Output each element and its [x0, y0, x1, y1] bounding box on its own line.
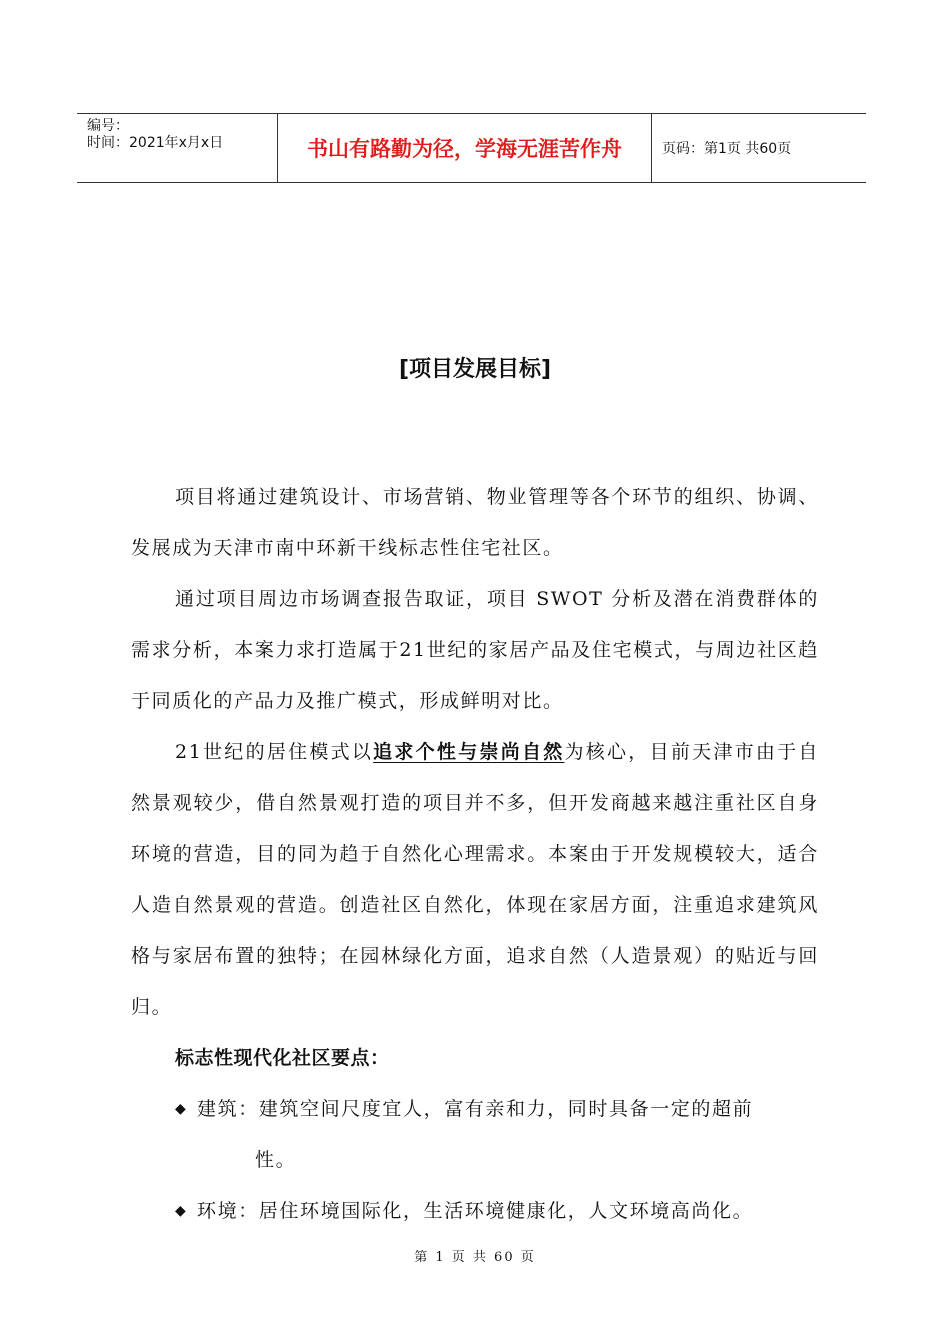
highlighted-phrase: 追求个性与崇尚自然 — [373, 741, 565, 763]
header-meta — [77, 114, 278, 182]
bullet-item-architecture — [131, 1084, 819, 1186]
header-motto: 书山有路勤为径，学海无涯苦作舟 — [278, 114, 652, 182]
bullet-text-continuation: 性。 — [255, 1149, 297, 1171]
bullet-text: 环境：居住环境国际化，生活环境健康化，人文环境高尚化。 — [197, 1200, 754, 1222]
bullet-text: 建筑：建筑空间尺度宜人，富有亲和力，同时具备一定的超前 — [197, 1098, 754, 1120]
document-header — [77, 113, 866, 183]
page-title: [项目发展目标] — [398, 357, 552, 382]
paragraph-3-start: 21世纪的居住模式以 — [175, 741, 374, 763]
paragraph-2: 通过项目周边市场调查报告取证，项目 SWOT 分析及潜在消费群体的需求分析，本案力求打造属于21世纪的家居产品及住宅模式，与周边社区趋于同质化的产品力及推广模式，形成鲜明对比。 — [131, 588, 819, 712]
document-body — [131, 472, 819, 1237]
number-label: 编号： — [87, 118, 129, 134]
paragraph-3-rest: 为核心，目前天津市由于自然景观较少，借自然景观打造的项目并不多，但开发商越来越注重社区自身环境的营造，目的同为趋于自然化心理需求。本案由于开发规模较大，适合人造自然景观的营造。创造社区自然化，体现在家居方面，注重追求建筑风格与家居布置的独特；在园林绿化方面，追求自然（人造景观）的贴近与回归。 — [131, 741, 820, 1018]
paragraph-1: 项目将通过建筑设计、市场营销、物业管理等各个环节的组织、协调、发展成为天津市南中环新干线标志性住宅社区。 — [131, 486, 819, 559]
diamond-bullet-icon: ◆ — [175, 1203, 188, 1219]
paragraph-3 — [131, 727, 819, 1033]
page-footer: 第 1 页 共 60 页 — [414, 1250, 536, 1265]
header-page-info: 页码：第1页 共60页 — [662, 141, 792, 157]
bullet-item-environment — [131, 1186, 819, 1237]
diamond-bullet-icon: ◆ — [175, 1101, 188, 1117]
subheading: 标志性现代化社区要点： — [175, 1047, 390, 1069]
time-label: 时间：2021年x月x日 — [87, 135, 224, 151]
